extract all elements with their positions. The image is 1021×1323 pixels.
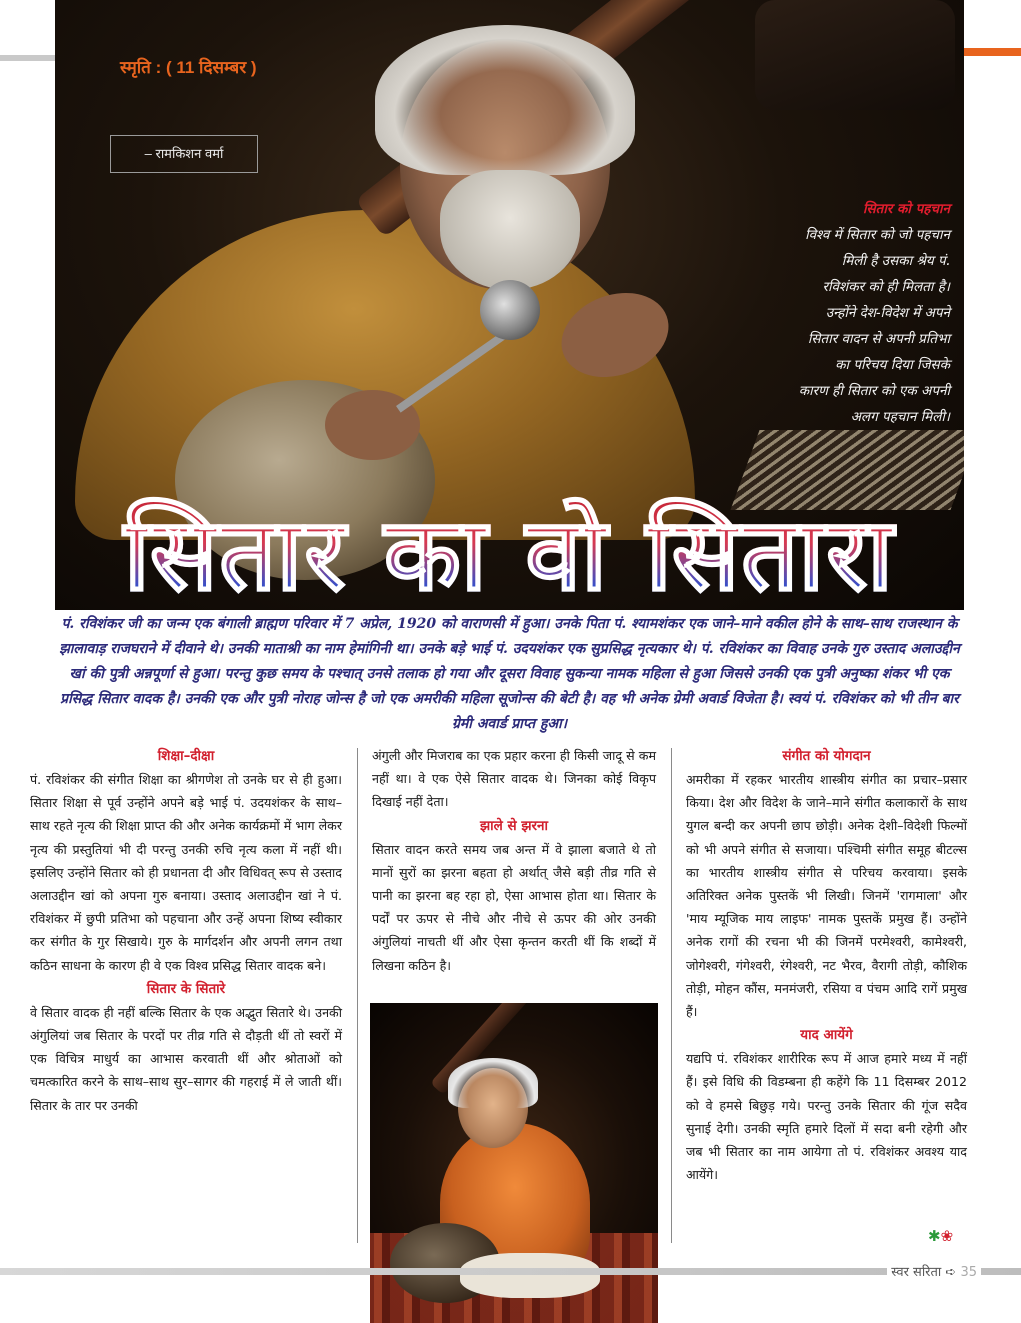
photo-hair bbox=[448, 1058, 538, 1108]
subheading: झाले से झरना bbox=[479, 817, 549, 834]
pull-quote bbox=[720, 196, 950, 430]
photo-sitar-top bbox=[755, 0, 955, 110]
pull-quote-line: रविशंकर को ही मिलता है। bbox=[822, 279, 950, 295]
page-number: 35 bbox=[960, 1265, 977, 1280]
pull-quote-line: विश्व में सितार को जो पहचान bbox=[805, 227, 950, 243]
pull-quote-line: सितार वादन से अपनी प्रतिभा bbox=[807, 331, 950, 347]
pull-quote-line: मिली है उसका श्रेय पं. bbox=[841, 253, 950, 269]
body-paragraph: अंगुली और मिजराब का एक प्रहार करना ही किसी जादू से कम नहीं था। वे एक ऐसे सितार वादक थे। जिनका कोई विकृप दिखाई नहीं देता। bbox=[372, 748, 656, 810]
footer-bar bbox=[0, 1268, 1021, 1275]
body-paragraph: यद्यपि पं. रविशंकर शारीरिक रूप में आज हमारे मध्य में नहीं हैं। इसे विधि की विडम्बना ही कहेंगे कि 11 दिसम्बर 2012 को वे हमसे बिछुड़ गये। परन्तु उनके सितार की गूंज सदैव सुनाई देगी। उनकी स्मृति हमारे दिलों में सदा बनी रहेगी और जब भी सितार का नाम आयेगा तो पं. रविशंकर अवश्य याद आयेंगे। bbox=[686, 1051, 967, 1183]
article-column-2 bbox=[372, 744, 656, 977]
article-column-3 bbox=[686, 744, 967, 1186]
photo-legs bbox=[460, 1253, 600, 1298]
flower-ornament-icon: ✱❀ bbox=[928, 1227, 954, 1245]
body-paragraph: अमरीका में रहकर भारतीय शास्त्रीय संगीत का प्रचार–प्रसार किया। देश और विदेश के जाने–माने संगीत कलाकारों के साथ युगल बन्दी कर अपनी छाप छोड़ी। अनेक देशी–विदेशी फिल्मों को भी अपने संगीत से सजाया। पश्चिमी संगीत समूह बीटल्स का भारतीय शास्त्रीय संगीत से परिचय करवाया। इसके अतिरिक्त अनेक पुस्तकें भी लिखी। जिनमें 'रागमाला' और 'माय म्यूजिक माय लाइफ' नामक पुस्तकें प्रमुख हैं। उन्होंने अनेक रागों की रचना भी की जिनमें परमेश्वरी, कामेश्वरी, जोगेश्वरी, गंगेश्वरी, रंगेश्वरी, नट भैरव, वैरागी तोड़ी, कौशिक तोड़ी, मोहन कौंस, मनमंजरी, रसिया व पंचम आदि रागें प्रमुख हैं। bbox=[686, 772, 967, 1020]
decorative-bar-left bbox=[0, 55, 55, 61]
subheading: याद आयेंगे bbox=[800, 1027, 853, 1044]
pull-quote-line: अलग पहचान मिली। bbox=[850, 409, 950, 425]
column-divider bbox=[357, 748, 358, 1243]
body-paragraph: पं. रविशंकर की संगीत शिक्षा का श्रीगणेश तो उनके घर से ही हुआ। सितार शिक्षा से पूर्व उन्होंने अपने बड़े भाई पं. उदयशंकर के साथ–साथ रहते नृत्य की शिक्षा प्राप्त की और अनेक कार्यक्रमों में भाग लेकर नृत्य की प्रस्तुतियां भी दी परन्तु उनकी रुचि नृत्य कला में नहीं थी। इसलिए उन्होंने सितार को ही प्रधानता दी और विधिवत् रूप से उस्ताद अलाउद्दीन खां को अपना गुरु बनाया। उस्ताद अलाउद्दीन खां ने पं. रविशंकर में छुपी प्रतिभा को पहचाना और उन्हें अपना शिष्य स्वीकार कर संगीत के गुर सिखाये। गुरु के मार्गदर्शन और अपनी लगन तथा कठिन साधना के कारण ही वे एक विश्व प्रसिद्ध सितार वादक बने। bbox=[30, 772, 342, 973]
article-headline: सितार का वो सितारा bbox=[55, 495, 964, 615]
pull-quote-line: का परिचय दिया जिसके bbox=[835, 357, 950, 373]
photo-beard bbox=[440, 170, 580, 290]
body-paragraph: सितार वादन करते समय जब अन्त में वे झाला बजाते थे तो मानों सुरों का झरना बहता हो अर्थात् जैसे बड़ी तीव्र गति से पानी का झरना बह रहा हो, ऐसा आभास होता था। सितार के पर्दों पर ऊपर से नीचे और नीचे से ऊपर की ओर उनकी अंगुलियां नाचती थीं और ऐसा कृन्तन करती थीं कि शब्दों में लिखना कठिन है। bbox=[372, 841, 656, 973]
section-label: स्मृति : ( 11 दिसम्बर ) bbox=[120, 58, 257, 77]
subheading: सितार के सितारे bbox=[146, 980, 226, 997]
author-byline: – रामकिशन वर्मा bbox=[110, 135, 258, 173]
subheading: शिक्षा–दीक्षा bbox=[157, 748, 215, 764]
pull-quote-title: सितार को पहचान bbox=[863, 201, 950, 217]
decorative-bar-orange bbox=[964, 48, 1021, 56]
footer bbox=[887, 1262, 981, 1280]
inset-photo bbox=[370, 1003, 658, 1323]
column-divider bbox=[671, 748, 672, 1243]
article-column-1 bbox=[30, 744, 342, 1117]
pull-quote-line: कारण ही सितार को एक अपनी bbox=[798, 383, 950, 399]
intro-paragraph: पं. रविशंकर जी का जन्म एक बंगाली ब्राह्मण परिवार में 7 अप्रेल, 1920 को वाराणसी में हुआ। उनके पिता पं. श्यामशंकर एक जाने–माने वकील होने के साथ–साथ राजस्थान के झालावाड़ राजघराने में दीवाने थे। उनकी माताश्री का नाम हेमांगिनी था। उनके बड़े भाई पं. उदयशंकर एक सुप्रसिद्ध नृत्यकार थे। पं. रविशंकर का विवाह उनके गुरु उस्ताद अलाउद्दीन खां की पुत्री अन्नपूर्णा से हुआ। परन्तु कुछ समय के पश्चात् उनसे तलाक हो गया और दूसरा विवाह सुकन्या नामक महिला से हुआ जिससे उनकी एक पुत्री अनुष्का शंकर भी एक प्रसिद्ध सितार वादक है। उनकी एक और पुत्री नोराह जोन्स है जो एक अमरीकी महिला सूजोन्स की बेटी है। वह भी अनेक ग्रेमी अवार्ड विजेता है। स्वयं पं. रविशंकर को भी तीन बार ग्रेमी अवार्ड प्राप्त हुआ। bbox=[59, 616, 960, 732]
arrow-icon: ➪ bbox=[945, 1265, 961, 1280]
subheading: संगीत को योगदान bbox=[782, 748, 871, 764]
magazine-name: स्वर सरिता bbox=[891, 1265, 942, 1280]
pull-quote-line: उन्होंने देश-विदेश में अपने bbox=[825, 305, 950, 321]
photo-hair bbox=[375, 25, 635, 175]
body-paragraph: वे सितार वादक ही नहीं बल्कि सितार के एक अद्भुत सितारे थे। उनकी अंगुलियां जब सितार के परदों पर तीव्र गति से दौड़ती थीं तो स्वरों में एक विचित्र माधुर्य का आभास करवाती थीं और श्रोताओं को चमत्कारित करने के साथ–साथ सुर–सागर की गहराई में ले जाती थीं। सितार के तार पर उनकी bbox=[30, 1004, 342, 1113]
microphone-icon bbox=[480, 280, 540, 340]
